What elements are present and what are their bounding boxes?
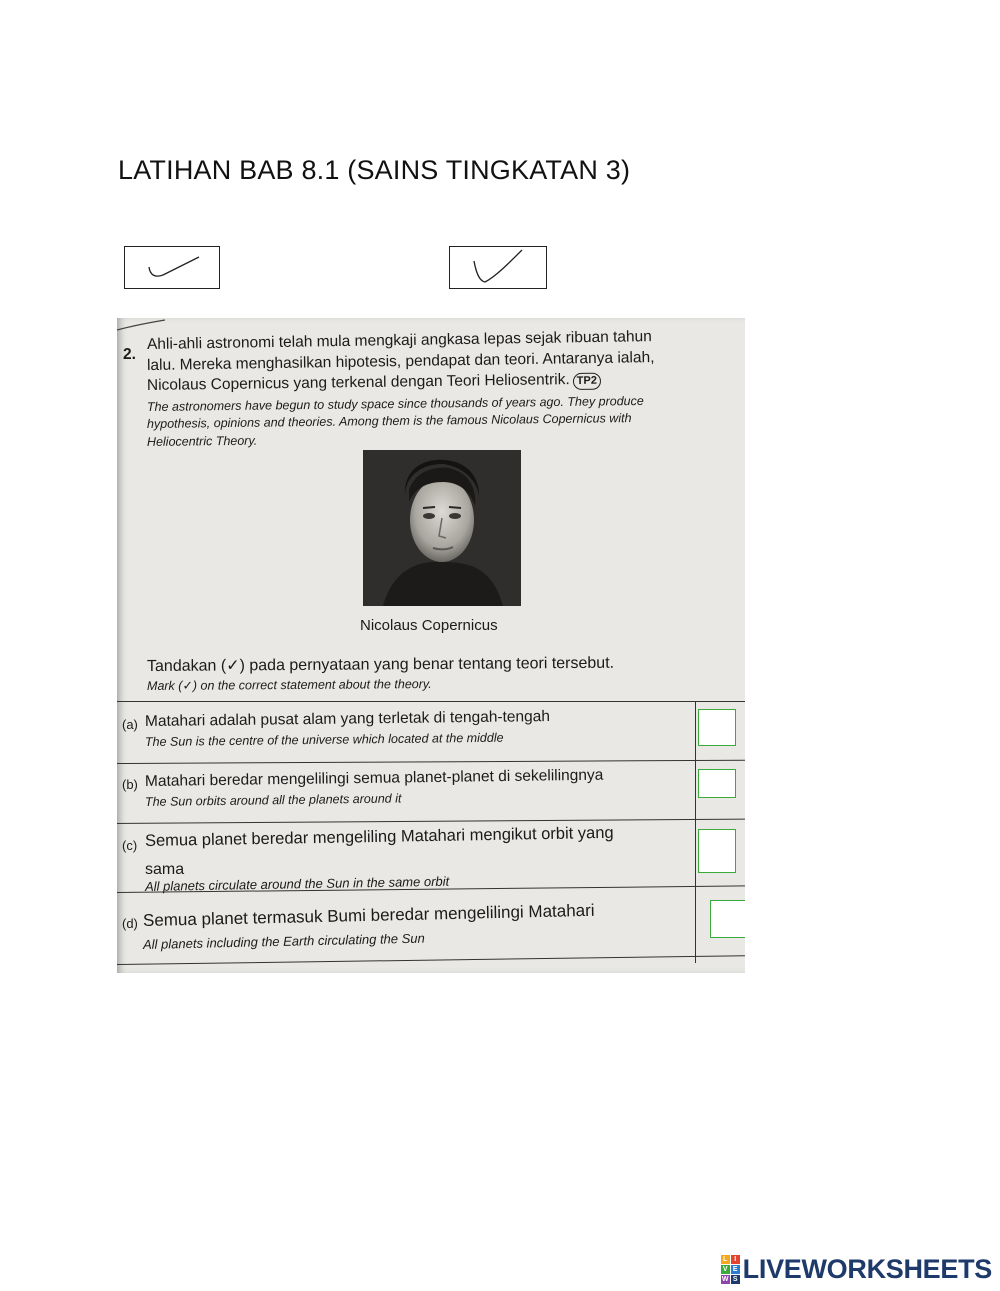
logo-text: LIVEWORKSHEETS (742, 1254, 992, 1284)
intro-line-2: lalu. Mereka menghasilkan hipotesis, pendapat dan teori. Antaranya ialah, (146, 349, 655, 374)
answer-box-d[interactable] (710, 900, 745, 938)
tick-mark-icon (450, 247, 546, 288)
statement-a-ms: Matahari adalah pusat alam yang terletak di tengah-tengah (144, 708, 551, 730)
statement-c-letter: (c) (122, 838, 138, 853)
question-number: 2. (123, 346, 136, 363)
statement-c-ms-line2: sama (145, 861, 185, 878)
statement-a-letter: (a) (122, 717, 138, 732)
page-title: LATIHAN BAB 8.1 (SAINS TINGKATAN 3) (118, 155, 631, 185)
statement-c-ms: Semua planet beredar mengeliling Matahari mengikut orbit yang (144, 823, 614, 850)
answer-box-c[interactable] (698, 829, 736, 873)
statement-c-en: All planets circulate around the Sun in the same orbit (144, 873, 450, 894)
intro-en-line-3: Heliocentric Theory. (146, 433, 258, 449)
instruction: Tandakan (✓) pada pernyataan yang benar tentang teori tersebut. (146, 654, 615, 675)
tick-mark-icon (125, 247, 219, 288)
logo-tile: S (731, 1275, 740, 1284)
logo-tile: V (721, 1265, 730, 1274)
table-line (117, 701, 745, 702)
table-line (117, 819, 745, 824)
logo-tile: E (731, 1265, 740, 1274)
statement-d-en: All planets including the Earth circulating the Sun (142, 930, 425, 952)
check-box-right[interactable] (449, 246, 547, 289)
intro-line-1: Ahli-ahli astronomi telah mula mengkaji angkasa lepas sejak ribuan tahun (146, 328, 652, 353)
statement-b-ms: Matahari beredar mengelilingi semua planet-planet di sekelilingnya (144, 766, 604, 790)
tp-badge: TP2 (573, 373, 601, 390)
scanned-question (117, 318, 745, 973)
intro-line-3 (147, 371, 601, 396)
statement-b-en: The Sun orbits around all the planets around it (144, 791, 402, 809)
logo-tile: L (721, 1255, 730, 1264)
statement-a-en: The Sun is the centre of the universe which located at the middle (144, 730, 504, 749)
answer-box-a[interactable] (698, 709, 736, 746)
check-box-left[interactable] (124, 246, 220, 289)
answer-box-b[interactable] (698, 769, 736, 798)
logo-tile: I (731, 1255, 740, 1264)
copernicus-portrait (363, 450, 521, 606)
logo-icon (721, 1255, 740, 1284)
table-line (117, 760, 745, 764)
instruction-en: Mark (✓) on the correct statement about the theory. (146, 677, 432, 693)
portrait-caption: Nicolaus Copernicus (360, 617, 498, 634)
logo-tile: W (721, 1276, 729, 1283)
intro-en-line-2: hypothesis, opinions and theories. Among them is the famous Nicolaus Copernicus with (146, 411, 632, 431)
table-line (117, 955, 745, 965)
scan-edge-decoration (117, 318, 177, 332)
intro-en-line-1: The astronomers have begun to study space since thousands of years ago. They produce (146, 393, 644, 414)
intro-line-3-text: Nicolaus Copernicus yang terkenal dengan Teori Heliosentrik. (146, 371, 570, 394)
table-column-divider (695, 701, 696, 963)
statement-b-letter: (b) (122, 777, 138, 792)
statement-d-letter: (d) (122, 916, 138, 931)
liveworksheets-logo (721, 1254, 992, 1285)
statement-d-ms: Semua planet termasuk Bumi beredar mengelilingi Matahari (142, 900, 595, 930)
